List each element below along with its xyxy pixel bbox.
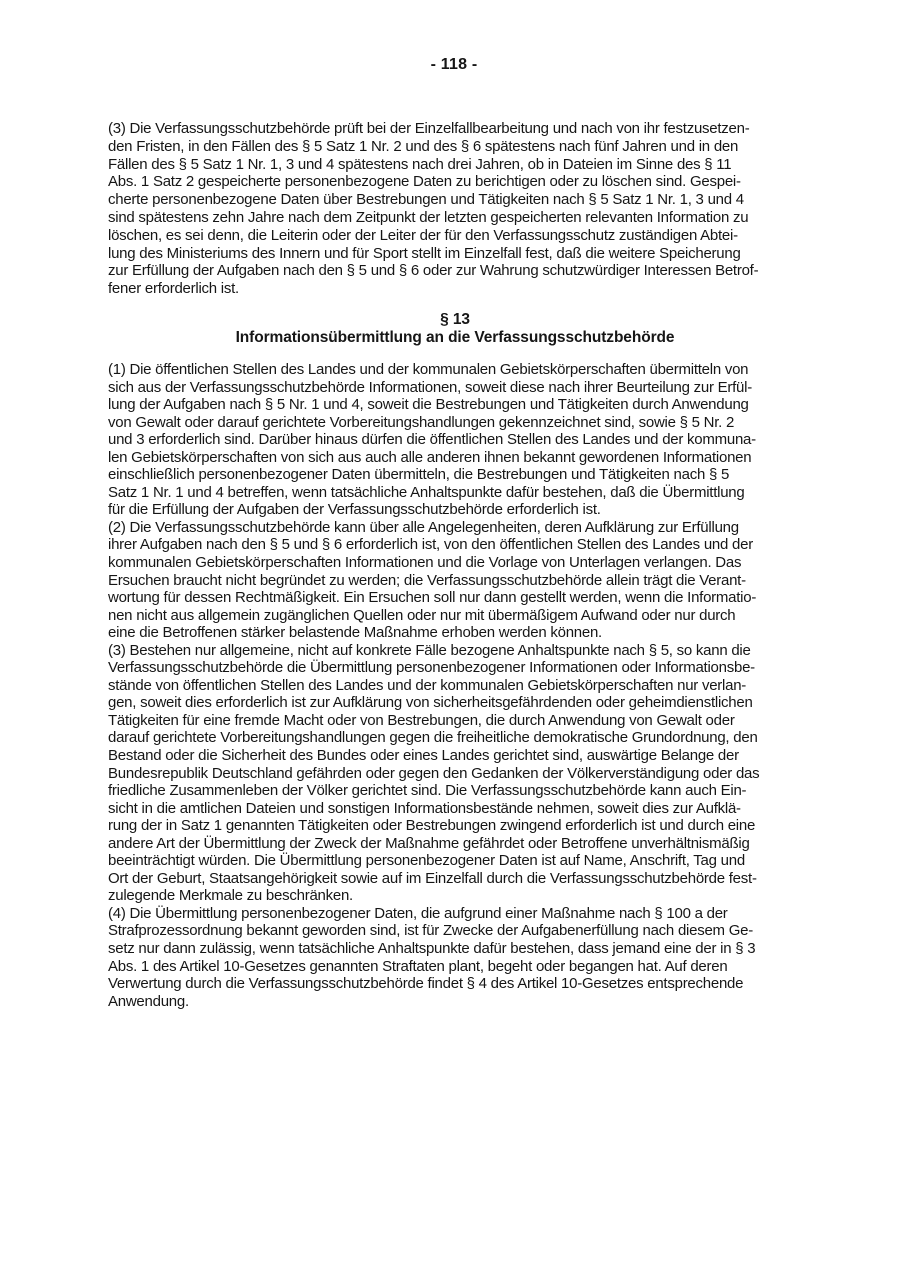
text-line: ihrer Aufgaben nach den § 5 und § 6 erforderlich ist, von den öffentlichen Stellen des Landes und der bbox=[108, 536, 753, 554]
text-line: sich aus der Verfassungsschutzbehörde Informationen, soweit diese nach ihrer Beurteilung zur Erfül- bbox=[108, 378, 752, 396]
text-line: löschen, es sei denn, die Leiterin oder der Leiter der für den Verfassungsschutz zuständigen Abtei- bbox=[108, 226, 738, 244]
paragraph-12-3 bbox=[108, 120, 802, 298]
text-line: Ersuchen braucht nicht begründet zu werden; die Verfassungsschutzbehörde allein trägt die Verant- bbox=[108, 571, 746, 589]
text-line: von Gewalt oder darauf gerichtete Vorbereitungshandlungen gekennzeichnet sind, sowie § 5 Nr. 2 bbox=[108, 413, 735, 431]
text-line: Abs. 1 des Artikel 10-Gesetzes genannten Straftaten plant, begeht oder begangen hat. Auf deren bbox=[108, 957, 728, 975]
text-line: eine die Betroffenen stärker belastende Maßnahme erhoben werden können. bbox=[108, 624, 602, 642]
text-line: Abs. 1 Satz 2 gespeicherte personenbezogene Daten zu berichtigen oder zu löschen sind. Gespei- bbox=[108, 173, 741, 191]
text-line: Bundesrepublik Deutschland gefährden oder gegen den Gedanken der Völkerverständigung oder das bbox=[108, 764, 760, 782]
text-line: rung der in Satz 1 genannten Tätigkeiten oder Bestrebungen zwingend erforderlich ist und durch eine bbox=[108, 817, 756, 835]
text-line: sicht in die amtlichen Dateien und sonstigen Informationsbestände nehmen, soweit dies zur Aufklä- bbox=[108, 799, 741, 817]
text-line: lung der Aufgaben nach § 5 Nr. 1 und 4, soweit die Bestrebungen und Tätigkeiten durch Anwendung bbox=[108, 396, 749, 414]
text-line: Strafprozessordnung bekannt geworden sind, ist für Zwecke der Aufgabenerfüllung nach diesem Ge- bbox=[108, 922, 753, 940]
text-line: stände von öffentlichen Stellen des Landes und der kommunalen Gebietskörperschaften nur verlan- bbox=[108, 676, 747, 694]
text-line: beeinträchtigt würden. Die Übermittlung personenbezogener Daten ist auf Name, Anschrift, Tag und bbox=[108, 852, 745, 870]
section-13-title: Informationsübermittlung an die Verfassungsschutzbehörde bbox=[235, 328, 675, 346]
text-line: gen, soweit dies erforderlich ist zur Aufklärung von sicherheitsgefährdenden oder geheimdienstlichen bbox=[108, 694, 753, 712]
text-line: sind spätestens zehn Jahre nach dem Zeitpunkt der letzten gespeicherten relevanten Information zu bbox=[108, 208, 749, 226]
text-line: zur Erfüllung der Aufgaben nach den § 5 und § 6 oder zur Wahrung schutzwürdiger Interessen Betrof- bbox=[108, 262, 759, 280]
text-line: zulegende Merkmale zu beschränken. bbox=[108, 887, 353, 905]
text-line: für die Erfüllung der Aufgaben der Verfassungsschutzbehörde erforderlich ist. bbox=[108, 501, 601, 519]
text-line: len Gebietskörperschaften von sich aus auch alle anderen ihnen bekannt gewordenen Informationen bbox=[108, 448, 752, 466]
text-line: nen nicht aus allgemein zugänglichen Quellen oder nur mit übermäßigem Aufwand oder nur durch bbox=[108, 606, 736, 624]
text-line: (2) Die Verfassungsschutzbehörde kann über alle Angelegenheiten, deren Aufklärung zur Erfüllung bbox=[108, 518, 739, 536]
text-line: Bestand oder die Sicherheit des Bundes oder eines Landes gerichtet sind, auswärtige Belange der bbox=[108, 747, 739, 764]
text-line: (3) Bestehen nur allgemeine, nicht auf konkrete Fälle bezogene Anhaltspunkte nach § 5, so kann die bbox=[108, 641, 751, 659]
paragraph-13-4 bbox=[108, 905, 802, 1010]
text-line: lung des Ministeriums des Innern und für Sport stellt im Einzelfall fest, daß die weitere Speicherung bbox=[108, 244, 741, 262]
page-number: - 118 - bbox=[430, 56, 478, 73]
paragraph-13-2 bbox=[108, 519, 802, 642]
text-line: friedliche Zusammenleben der Völker gerichtet sind. Die Verfassungsschutzbehörde kann auch Ein- bbox=[108, 782, 747, 800]
text-line: darauf gerichtete Vorbereitungshandlungen gegen die freiheitliche demokratische Grundordnung, den bbox=[108, 729, 758, 747]
text-line: andere Art der Übermittlung der Zweck der Maßnahme gefährdet oder Betroffene unverhältnismäßig bbox=[108, 834, 750, 852]
text-line: fener erforderlich ist. bbox=[108, 280, 239, 298]
text-line: Verwertung durch die Verfassungsschutzbehörde findet § 4 des Artikel 10-Gesetzes entsprechende bbox=[108, 975, 744, 993]
text-line: Satz 1 Nr. 1 und 4 betreffen, wenn tatsächliche Anhaltspunkte dafür bestehen, daß die Übermittlung bbox=[108, 483, 745, 501]
section-13-heading bbox=[108, 311, 802, 347]
text-line: (3) Die Verfassungsschutzbehörde prüft bei der Einzelfallbearbeitung und nach von ihr festzusetzen- bbox=[108, 120, 750, 137]
text-line: (1) Die öffentlichen Stellen des Landes und der kommunalen Gebietskörperschaften übermitteln von bbox=[108, 360, 749, 378]
text-line: Fällen des § 5 Satz 1 Nr. 1, 3 und 4 spätestens nach drei Jahren, ob in Dateien im Sinne des § 11 bbox=[108, 155, 732, 173]
text-line: cherte personenbezogene Daten über Bestrebungen und Tätigkeiten nach § 5 Satz 1 Nr. 1, 3 und 4 bbox=[108, 191, 744, 209]
text-line: Anwendung. bbox=[108, 992, 189, 1010]
text-line: einschließlich personenbezogener Daten übermitteln, die Bestrebungen und Tätigkeiten nach § 5 bbox=[108, 466, 730, 484]
text-column bbox=[108, 120, 802, 1010]
paragraph-13-1 bbox=[108, 361, 802, 519]
paragraph-13-3 bbox=[108, 642, 802, 905]
text-line: Tätigkeiten für eine fremde Macht oder von Bestrebungen, die durch Anwendung von Gewalt oder bbox=[108, 711, 735, 729]
text-line: wortung für dessen Rechtmäßigkeit. Ein Ersuchen soll nur dann gestellt werden, wenn die Informatio- bbox=[108, 589, 757, 607]
text-line: (4) Die Übermittlung personenbezogener Daten, die aufgrund einer Maßnahme nach § 100 a der bbox=[108, 904, 728, 922]
section-13-number: § 13 bbox=[440, 310, 470, 328]
text-line: den Fristen, in den Fällen des § 5 Satz 1 Nr. 2 und des § 6 spätestens nach fünf Jahren und in den bbox=[108, 137, 739, 155]
text-line: Verfassungsschutzbehörde die Übermittlung personenbezogener Informationen oder Informationsbe- bbox=[108, 659, 755, 677]
text-line: kommunalen Gebietskörperschaften Informationen und die Vorlage von Unterlagen verlangen. Das bbox=[108, 553, 742, 571]
text-line: und 3 erforderlich sind. Darüber hinaus dürfen die öffentlichen Stellen des Landes und der kommuna- bbox=[108, 431, 756, 449]
text-line: setz nur dann zulässig, wenn tatsächliche Anhaltspunkte dafür bestehen, dass jemand eine der in § 3 bbox=[108, 940, 756, 958]
text-line: Ort der Geburt, Staatsangehörigkeit sowie auf im Einzelfall durch die Verfassungsschutzbehörde fest- bbox=[108, 869, 757, 887]
section-13-body bbox=[108, 361, 802, 1010]
